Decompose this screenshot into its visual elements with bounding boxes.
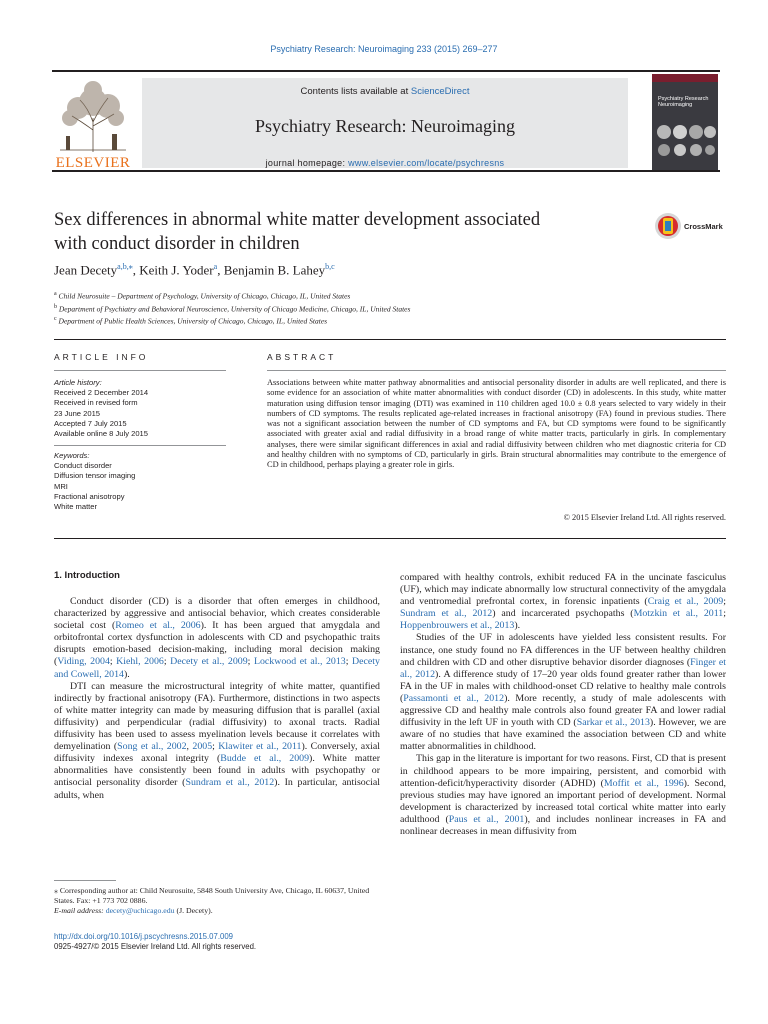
text-run: ). Conversely, axial diffusivity indexes axonal integrity ( (54, 741, 380, 765)
author-list (54, 262, 335, 278)
citation-link[interactable]: Craig et al., 2009 (647, 596, 724, 608)
history-accepted: Accepted 7 July 2015 (54, 418, 127, 428)
citation-link[interactable]: Sarkar et al., 2013 (576, 717, 650, 729)
citation-link[interactable]: Romeo et al., 2006 (115, 620, 201, 632)
citation-link[interactable]: Klawiter et al., 2011 (218, 741, 302, 753)
affiliation-c (54, 314, 410, 327)
citation-link[interactable]: Moffit et al., 1996 (603, 777, 684, 789)
keyword-item: Fractional anisotropy (54, 491, 125, 501)
text-run: ; (723, 596, 726, 608)
abstract-divider (267, 370, 726, 371)
citation-link[interactable]: Sundram et al., 2012 (185, 777, 275, 789)
paper-title-line2: with conduct disorder in children (54, 234, 300, 254)
homepage-link[interactable]: www.elsevier.com/locate/psychresns (348, 158, 505, 168)
text-run: , (186, 741, 193, 753)
sciencedirect-link[interactable]: ScienceDirect (410, 86, 470, 97)
crossmark-label: CrossMark (684, 222, 723, 231)
text-run: ). White matter abnormalities have consistently been found in adults with psychopathy or antisocial personality disorder ( (54, 753, 380, 789)
affiliation-marker: b (54, 303, 57, 310)
abstract-text: Associations between white matter pathway abnormalities and antisocial personality disorder in adults are well replicated, and there is some evidence for an association of white matter abnormalities with conduct disorder (CD) in adolescents. In this study, white matter maturation using diffusion tensor imaging (DTI) was examined in 110 children aged 10.0 ± 0.8 years selected to vary widely in their numbers of CD symptoms. The results replicated age-related increases in fractional anisotropy (FA) found in previous studies. There was not a significant association between the number of CD symptoms and FA, but CD symptoms were found to be significantly associated with greater axial and radial diffusivity in a broad range of white matter tracts, particularly in girls. In complementary analyses, there were similar significant differences in axial and radial diffusivity between children who met diagnostic criteria for CD and healthy children with no symptoms of CD, particularly in girls. Brain structural abnormalities may contribute to the emergence of CD in childhood, perhaps playing a greater role in girls. (267, 378, 726, 469)
text-run: ). A difference study of 17–20 year olds found greater rather than lower FA in the UF in males with childhood-onset CD relative to healthy male controls ( (400, 668, 726, 704)
homepage-prefix: journal homepage: (265, 158, 349, 168)
email-suffix: (J. Decety). (174, 906, 213, 916)
citation-link[interactable]: 2005 (192, 741, 213, 753)
abstract-copyright: © 2015 Elsevier Ireland Ltd. All rights reserved. (563, 513, 726, 522)
text-run: ). However, we are aware of no studies that have examined the association between CD and white matter abnormalities in childhood. (400, 717, 727, 753)
contents-prefix: Contents lists available at (300, 86, 411, 97)
crossmark-badge[interactable] (654, 212, 724, 240)
citation-link[interactable]: Sundram et al., 2012 (400, 608, 493, 620)
elsevier-wordmark: ELSEVIER (55, 155, 131, 171)
history-revised: Received in revised form (54, 398, 138, 408)
keyword-item: Conduct disorder (54, 461, 112, 471)
text-run: ). Second, previous studies may have ignored an important period of development. Normal development is characterized by increased total cortical white matter into early adulthood ( (400, 777, 727, 825)
introduction-heading: 1. Introduction (54, 570, 120, 581)
elsevier-logo[interactable] (52, 78, 134, 171)
keyword-item: White matter (54, 502, 98, 512)
cover-title-text: Psychiatry Research (658, 96, 709, 102)
email-link[interactable]: decety@uchicago.edu (105, 906, 175, 916)
author-yoder-affil[interactable]: a (213, 262, 218, 271)
journal-homepage (142, 158, 628, 168)
text-run: ). It has been argued that amygdala and orbitofrontal cortex dysfunction in adolescents with CD and psychopathic traits disrupts emotion-based decision-making, including moral decision making ( (54, 620, 380, 668)
paper-title (54, 208, 614, 256)
journal-title: Psychiatry Research: Neuroimaging (255, 116, 515, 136)
text-run: compared with healthy controls, exhibit reduced FA in the uncinate fasciculus (UF), which may indicate abnormally low structural connectivity of the amygdala and ventromedial prefrontal cortex, in forensic inpatients ( (400, 572, 726, 608)
text-run: ; (163, 656, 171, 668)
text-run: ) and incarcerated psychopaths ( (492, 608, 634, 620)
text-run: ). (123, 668, 130, 680)
affiliation-marker: a (54, 291, 57, 297)
history-label: Article history: (54, 378, 102, 387)
footnote-divider (54, 880, 116, 881)
text-run: Conduct disorder (CD) is a disorder that often emerges in childhood, characterized by aggressive and antisocial behavior, which creates considerable societal cost ( (54, 596, 380, 632)
text-run: ), and includes nonlinear increases in FA and nonlinear decreases in mean diffusivity from (400, 813, 726, 837)
article-info-divider (54, 370, 226, 371)
footnote-text: Corresponding author at: Child Neurosuite, 5848 South University Ave, Chicago, IL 60637, United States. Fax: +1 773 702 0886. (54, 886, 370, 906)
citation-link[interactable]: Decety et al., 2009 (170, 656, 248, 668)
affiliation-a (54, 289, 410, 302)
crossmark-icon (654, 212, 682, 240)
citation-link[interactable]: Hoppenbrouwers et al., 2013 (400, 620, 515, 632)
keyword-item: Diffusion tensor imaging (54, 471, 136, 481)
keywords-divider (54, 445, 226, 446)
author-yoder[interactable]: Keith J. Yoder (139, 262, 214, 278)
left-column (54, 596, 380, 802)
contents-line (142, 86, 628, 97)
citation-link[interactable]: Lockwood et al., 2013 (253, 656, 346, 668)
corresponding-author-footnote (54, 886, 380, 917)
citation-link[interactable]: Kiehl, 2006 (116, 656, 164, 668)
author-lahey[interactable]: Benjamin B. Lahey (223, 262, 326, 278)
citation-link[interactable]: Motzkin et al., 2011 (633, 608, 724, 620)
email-label: E-mail address: (54, 906, 106, 916)
elsevier-tree-icon (52, 78, 134, 154)
text-run: ; (247, 656, 254, 668)
text-run: Studies of the UF in adolescents have yielded less consistent results. For instance, one study found no FA differences in the UF between healthy children and children with CD and other disruptive behavior disorder diagnoses ( (400, 632, 726, 668)
author-decety[interactable]: Jean Decety (54, 262, 118, 278)
text-run: ). More recently, a study of male adolescents with aggressive CD and healthy male controls also found greater FA and lower radial diffusivity in the left UF in youth with CD ( (400, 692, 726, 729)
issn-copyright: 0925-4927/© 2015 Elsevier Ireland Ltd. All rights reserved. (54, 942, 257, 952)
author-decety-affil[interactable]: a,b,⁎ (117, 262, 133, 271)
article-history (54, 378, 226, 439)
abstract-heading: ABSTRACT (267, 352, 337, 362)
author-lahey-affil[interactable]: b,c (325, 262, 335, 271)
abstract-bottom-divider (54, 538, 726, 539)
journal-cover-thumbnail[interactable] (652, 74, 718, 170)
citation-link[interactable]: Song et al., 2002 (117, 741, 187, 753)
body-paragraph-uf (400, 632, 726, 753)
citation-link[interactable]: Decety and Cowell, 2014 (54, 656, 380, 680)
keywords-label: Keywords: (54, 451, 90, 460)
journal-masthead (52, 70, 720, 172)
affiliations (54, 289, 410, 327)
text-run: ). (514, 620, 521, 632)
keyword-item: MRI (54, 481, 68, 491)
intro-paragraph-2 (54, 681, 380, 802)
affiliation-b (54, 302, 410, 315)
body-paragraph-gap (400, 753, 726, 838)
citation-link[interactable]: Finger et al., 2012 (400, 656, 726, 680)
text-run: ; (723, 608, 726, 620)
journal-citation[interactable]: Psychiatry Research: Neuroimaging 233 (2015) 269–277 (270, 44, 498, 54)
affiliation-marker: c (54, 316, 57, 322)
doi-block (54, 932, 256, 953)
text-run: ; (109, 656, 117, 668)
affiliation-text: Child Neurosuite – Department of Psychology, University of Chicago, Chicago, IL, United States (58, 291, 351, 301)
cover-brain-images-icon (652, 74, 718, 170)
history-received: Received 2 December 2014 (54, 388, 149, 398)
affiliation-text: Department of Public Health Sciences, University of Chicago, Chicago, IL, United States (58, 316, 328, 326)
text-run: ; (345, 656, 353, 668)
citation-link[interactable]: Budde et al., 2009 (220, 753, 310, 765)
right-column (400, 572, 726, 838)
text-run: This gap in the literature is important for two reasons. First, CD that is present in childhood appears to be more impairing, persistent, and comorbid with attention-deficit/hyperactivity disorder (ADHD) ( (400, 753, 726, 789)
header-divider (54, 339, 726, 340)
author-separator: , (132, 262, 140, 278)
paper-title-line1: Sex differences in abnormal white matter development associated (54, 210, 541, 230)
citation-link[interactable]: Passamonti et al., 2012 (403, 692, 505, 704)
text-run: ; (212, 741, 219, 753)
history-revised-date: 23 June 2015 (54, 408, 101, 418)
affiliation-text: Department of Psychiatry and Behavioral Neuroscience, University of Chicago Medicine, Chicago, IL, United States (58, 304, 411, 313)
citation-link[interactable]: Paus et al., 2001 (448, 813, 525, 825)
body-paragraph-continued (400, 572, 726, 632)
intro-paragraph-1 (54, 596, 380, 681)
footnote-marker: ⁎ (54, 886, 58, 895)
history-online: Available online 8 July 2015 (54, 429, 149, 439)
citation-link[interactable]: Viding, 2004 (57, 656, 110, 668)
author-separator: , (217, 262, 224, 278)
cover-subtitle-text: Neuroimaging (658, 102, 693, 109)
masthead-banner (142, 78, 628, 168)
text-run: DTI can measure the microstructural integrity of white matter, quantified indirectly by fractional anisotropy (FA). Furthermore, distinctions in two aspects of white matter integrity can made by measuring diffusion that is parallel (axial diffusivity) and perpendicular (radial diffusivity) to axonal tracts. Radial diffusivity has been used to assess myelination levels because it correlates with demyelination ( (54, 680, 380, 753)
doi-link[interactable]: http://dx.doi.org/10.1016/j.pscychresns.2015.07.009 (54, 932, 234, 941)
keywords (54, 451, 226, 512)
article-info-heading: ARTICLE INFO (54, 352, 149, 362)
text-run: ). In particular, antisocial adults, when (54, 777, 380, 801)
